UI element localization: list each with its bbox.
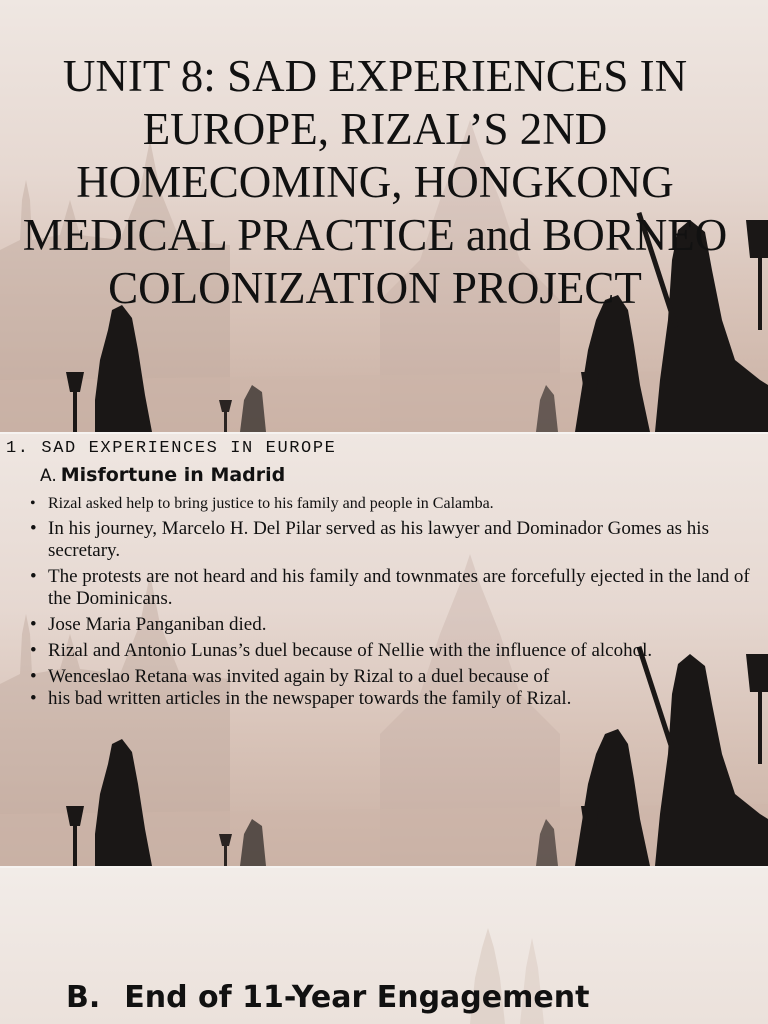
bullet-list (30, 494, 760, 714)
list-item: • his bad written articles in the newspaper towards the family of Rizal. (30, 688, 760, 710)
slide-title: UNIT 8: SAD EXPERIENCES IN EUROPE, RIZAL’S 2ND HOMECOMING, HONGKONG MEDICAL PRACTICE and BORNEO COLONIZATION PROJECT (22, 51, 728, 313)
list-item: • In his journey, Marcelo H. Del Pilar served as his lawyer and Dominador Gomes as his secretary. (30, 518, 760, 562)
sub-heading (40, 464, 285, 486)
heading-text: End of 11-Year Engagement (124, 980, 590, 1015)
slide-heading (66, 980, 589, 1015)
list-item: • Rizal asked help to bring justice to his family and people in Calamba. (30, 494, 760, 514)
title-slide (0, 0, 768, 432)
section-heading: 1. SAD EXPERIENCES IN EUROPE (6, 439, 337, 458)
list-item: • The protests are not heard and his family and townmates are forcefully ejected in the land of the Dominicans. (30, 566, 760, 610)
heading-letter: B. (66, 980, 101, 1015)
list-item: • Jose Maria Panganiban died. (30, 614, 760, 636)
content-slide (0, 434, 768, 866)
list-item: • Rizal and Antonio Lunas’s duel because of Nellie with the influence of alcohol. (30, 640, 760, 662)
sub-heading-text: Misfortune in Madrid (60, 464, 286, 486)
sub-heading-letter: A. (40, 466, 57, 486)
next-slide (0, 868, 768, 1024)
list-item: • Wenceslao Retana was invited again by Rizal to a duel because of (30, 666, 760, 688)
